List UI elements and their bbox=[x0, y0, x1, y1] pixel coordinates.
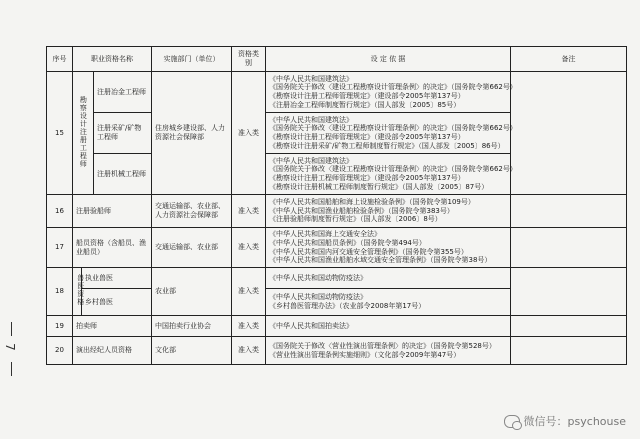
row-16-seq: 16 bbox=[47, 195, 73, 228]
table-row-16 bbox=[47, 195, 627, 228]
row-15-category: 准入类 bbox=[232, 72, 266, 195]
row-16-note bbox=[511, 195, 627, 228]
row-20-dept: 文化部 bbox=[152, 337, 232, 365]
row-16-category: 准入类 bbox=[232, 195, 266, 228]
watermark-text: 微信号：psychouse bbox=[523, 415, 626, 428]
row-15-sub-1-name: 注册冶金工程师 bbox=[94, 72, 152, 113]
row-20-seq: 20 bbox=[47, 337, 73, 365]
row-19-dept: 中国拍卖行业协会 bbox=[152, 316, 232, 337]
page-number-dash-top bbox=[11, 322, 12, 336]
row-15-dept: 住房城乡建设部、人力资源社会保障部 bbox=[152, 72, 232, 195]
row-18-basis-1: 《中华人民共和国动物防疫法》 bbox=[266, 268, 511, 289]
row-18-note bbox=[511, 268, 627, 316]
row-17-basis: 《中华人民共和国海上交通安全法》 《中华人民共和国船员条例》（国务院令第494号） 《中华人民共和国内河交通安全管理条例》（国务院令第355号） 《中华人民共和国渔业船舶水域交通安全管理条例》（国务院令第38号） bbox=[266, 228, 511, 268]
row-20-note bbox=[511, 337, 627, 365]
row-15-seq: 15 bbox=[47, 72, 73, 195]
table-row-18a bbox=[47, 268, 627, 289]
row-19-category: 准入类 bbox=[232, 316, 266, 337]
row-18-basis-2: 《中华人民共和国动物防疫法》 《乡村兽医管理办法》（农业部令2008年第17号） bbox=[266, 289, 511, 316]
table-row-19 bbox=[47, 316, 627, 337]
header-seq: 序号 bbox=[47, 47, 73, 72]
header-category: 资格类别 bbox=[232, 47, 266, 72]
row-20-basis: 《国务院关于修改〈营业性演出管理条例〉的决定》（国务院令第528号） 《营业性演出管理条例实施细则》（文化部令2009年第47号） bbox=[266, 337, 511, 365]
table-row-17 bbox=[47, 228, 627, 268]
table-header-row bbox=[47, 47, 627, 72]
row-16-dept: 交通运输部、农业部、人力资源社会保障部 bbox=[152, 195, 232, 228]
row-19-seq: 19 bbox=[47, 316, 73, 337]
row-17-category: 准入类 bbox=[232, 228, 266, 268]
row-17-note bbox=[511, 228, 627, 268]
row-16-name: 注册验船师 bbox=[73, 195, 152, 228]
row-16-basis: 《中华人民共和国船舶和海上设施检验条例》（国务院令第109号） 《中华人民共和国渔业船舶检验条例》（国务院令第383号） 《注册验船师制度暂行规定》（国人部发〔2006〕8号） bbox=[266, 195, 511, 228]
row-18-sub-2: 乡村兽医 bbox=[82, 289, 152, 316]
header-note: 备注 bbox=[511, 47, 627, 72]
row-17-dept: 交通运输部、农业部 bbox=[152, 228, 232, 268]
page-number-marker bbox=[2, 322, 24, 402]
row-15-sub-1-basis: 《中华人民共和国建筑法》 《国务院关于修改〈建设工程勘察设计管理条例〉的决定》（国务院令第662号） 《勘察设计注册工程师管理规定》（建设部令2005年第137号） 《注册冶金工程师制度暂行规定》（国人部发〔2005〕85号） bbox=[266, 72, 511, 113]
row-15-sub-2-basis: 《中华人民共和国建筑法》 《国务院关于修改〈建设工程勘察设计管理条例〉的决定》（国务院令第662号） 《勘察设计注册工程师管理规定》（建设部令2005年第137号） 《勘察设计注册采矿/矿物工程师制度暂行规定》（国人部发〔2005〕86号） bbox=[266, 113, 511, 154]
row-18-dept: 农业部 bbox=[152, 268, 232, 316]
header-dept: 实施部门（单位） bbox=[152, 47, 232, 72]
wechat-icon bbox=[504, 415, 520, 428]
header-basis: 设 定 依 据 bbox=[266, 47, 511, 72]
row-19-name: 拍卖师 bbox=[73, 316, 152, 337]
row-17-name: 船员资格（含船员、渔业船员） bbox=[73, 228, 152, 268]
row-20-name: 演出经纪人员资格 bbox=[73, 337, 152, 365]
row-15-group: 勘察设计注册工程师 bbox=[73, 72, 94, 195]
header-name: 职业资格名称 bbox=[73, 47, 152, 72]
row-19-note bbox=[511, 316, 627, 337]
row-15-sub-3-name: 注册机械工程师 bbox=[94, 154, 152, 195]
row-18-seq: 18 bbox=[47, 268, 73, 316]
table-row-20 bbox=[47, 337, 627, 365]
row-20-category: 准入类 bbox=[232, 337, 266, 365]
row-15-sub-3-basis: 《中华人民共和国建筑法》 《国务院关于修改〈建设工程勘察设计管理条例〉的决定》（国务院令第662号） 《勘察设计注册工程师管理规定》（建设部令2005年第137号） 《勘察设计注册机械工程师制度暂行规定》（国人部发〔2005〕87号） bbox=[266, 154, 511, 195]
qualification-table bbox=[46, 46, 627, 365]
row-18-sub-1: 执业兽医 bbox=[82, 268, 152, 289]
row-17-seq: 17 bbox=[47, 228, 73, 268]
page-number: 7 bbox=[2, 343, 17, 351]
row-18-category: 准入类 bbox=[232, 268, 266, 316]
row-18-group: 兽医资格 bbox=[73, 268, 82, 316]
row-15-sub-2-name: 注册采矿/矿物工程师 bbox=[94, 113, 152, 154]
row-19-basis: 《中华人民共和国拍卖法》 bbox=[266, 316, 511, 337]
page-number-dash-bottom bbox=[11, 362, 12, 376]
row-15-note bbox=[511, 72, 627, 195]
wechat-watermark bbox=[504, 413, 626, 429]
table-row-15a bbox=[47, 72, 627, 113]
